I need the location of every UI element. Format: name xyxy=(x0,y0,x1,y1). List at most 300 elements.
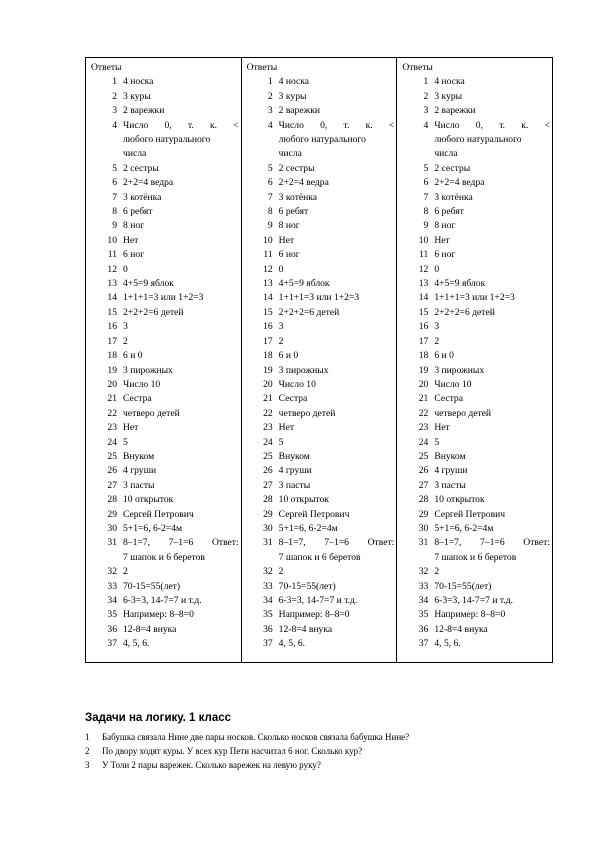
answer-text xyxy=(434,219,552,233)
answer-row xyxy=(246,378,397,392)
answer-text xyxy=(434,450,552,464)
answer-text xyxy=(434,364,552,378)
answer-text xyxy=(279,335,397,349)
answer-line: Нет xyxy=(434,234,450,246)
answer-line: 3 куры xyxy=(278,90,307,102)
answer-line: числа xyxy=(278,148,302,160)
answer-number: 32 xyxy=(418,566,429,578)
answer-text xyxy=(123,565,241,579)
answer-row xyxy=(246,421,397,435)
answer-number: 2 xyxy=(423,90,429,102)
problem-item xyxy=(85,730,545,744)
answer-number: 9 xyxy=(423,220,429,232)
answer-text xyxy=(123,594,241,608)
answer-row xyxy=(246,580,397,594)
answer-row xyxy=(401,277,552,291)
answer-number: 18 xyxy=(263,350,273,362)
answer-row xyxy=(90,407,241,421)
answer-number: 12 xyxy=(107,263,117,275)
answer-text xyxy=(279,320,397,334)
answer-row xyxy=(246,608,397,622)
answer-row xyxy=(90,536,241,565)
answer-text xyxy=(434,436,552,450)
answer-line: 1+1+1=3 или 1+2=3 xyxy=(434,292,515,304)
answers-column xyxy=(396,58,552,662)
answer-row xyxy=(401,493,552,507)
answer-row xyxy=(90,104,241,118)
answer-row xyxy=(401,421,552,435)
answer-text xyxy=(434,407,552,421)
answer-text xyxy=(434,479,552,493)
answer-row xyxy=(401,623,552,637)
answer-number: 20 xyxy=(418,378,429,390)
answers-column xyxy=(241,58,397,662)
answer-line: 12-8=4 внука xyxy=(123,623,177,635)
answer-text xyxy=(123,291,241,305)
answer-row xyxy=(401,508,552,522)
answer-line: 4 груши xyxy=(123,465,157,477)
answer-number: 1 xyxy=(423,76,429,88)
answer-number: 36 xyxy=(263,623,273,635)
answer-number: 19 xyxy=(418,364,429,376)
answer-text xyxy=(279,364,397,378)
answer-text xyxy=(279,508,397,522)
answer-row xyxy=(401,536,552,565)
answer-text xyxy=(123,522,241,536)
answer-text xyxy=(279,234,397,248)
answer-line: числа xyxy=(123,148,147,160)
answer-number: 4 xyxy=(267,119,273,131)
answer-line: Нет xyxy=(278,234,295,246)
answer-row xyxy=(401,522,552,536)
answer-line: 10 открыток xyxy=(434,494,485,506)
answer-row xyxy=(246,162,397,176)
answer-line: 4 носка xyxy=(123,76,154,88)
answer-number: 16 xyxy=(263,321,273,333)
answer-line: 4, 5, 6. xyxy=(123,638,150,650)
answer-row xyxy=(401,364,552,378)
answer-text xyxy=(123,378,241,392)
answer-line: 3 xyxy=(123,321,128,333)
answer-number: 18 xyxy=(107,350,117,362)
answer-row xyxy=(90,75,241,89)
answer-text xyxy=(279,623,397,637)
answer-row xyxy=(246,594,397,608)
answer-text xyxy=(434,248,552,262)
answer-line: 3 пирожных xyxy=(434,364,485,376)
answer-text xyxy=(279,594,397,608)
answer-row xyxy=(246,205,397,219)
answer-line: 7 шапок и 6 беретов xyxy=(434,551,517,563)
answer-line: 2 сестры xyxy=(434,162,471,174)
answer-number: 10 xyxy=(418,234,429,246)
answer-number: 23 xyxy=(263,422,273,434)
answer-text xyxy=(434,392,552,406)
answer-line: 10 открыток xyxy=(123,494,174,506)
answer-row xyxy=(246,436,397,450)
answer-line: 4, 5, 6. xyxy=(434,638,461,650)
answer-line: 8 ног xyxy=(434,220,456,232)
answer-text xyxy=(434,349,552,363)
answer-number: 3 xyxy=(267,105,273,117)
answer-line: 7 шапок и 6 беретов xyxy=(123,551,205,563)
answer-row xyxy=(90,119,241,162)
answer-text xyxy=(279,421,397,435)
answer-row xyxy=(246,234,397,248)
column-title: Ответы xyxy=(246,62,278,73)
answer-line: Например: 8–8=0 xyxy=(123,609,194,621)
answer-line: 5 xyxy=(434,436,440,448)
answer-line: четверо детей xyxy=(278,407,336,419)
answer-line: 4+5=9 яблок xyxy=(123,278,174,290)
answer-text xyxy=(123,493,241,507)
answer-text xyxy=(123,176,241,190)
answer-row xyxy=(401,392,552,406)
answer-text xyxy=(279,306,397,320)
answer-line: 2 варежки xyxy=(434,105,476,117)
answer-number: 4 xyxy=(423,119,429,131)
answer-row xyxy=(401,234,552,248)
answer-text xyxy=(123,320,241,334)
answer-text xyxy=(434,90,552,104)
answer-text xyxy=(123,436,241,450)
answer-number: 26 xyxy=(418,465,429,477)
answer-text xyxy=(123,479,241,493)
answer-text xyxy=(279,522,397,536)
answer-line: 2+2+2=6 детей xyxy=(434,306,495,318)
answer-line: 4+5=9 яблок xyxy=(278,278,330,290)
answer-number: 3 xyxy=(423,105,429,117)
answer-line: 12-8=4 внука xyxy=(434,623,488,635)
answer-text xyxy=(434,580,552,594)
answer-number: 31 xyxy=(418,537,429,549)
answer-text xyxy=(123,580,241,594)
answer-line: 2 xyxy=(434,335,440,347)
answer-number: 6 xyxy=(423,177,429,189)
answer-row xyxy=(90,594,241,608)
problem-number: 2 xyxy=(85,746,90,756)
answer-row xyxy=(90,176,241,190)
answer-row xyxy=(246,407,397,421)
answer-line: 3 котёнка xyxy=(434,191,473,203)
answer-line: 70-15=55(лет) xyxy=(434,580,492,592)
answer-line: 6 ног xyxy=(123,249,145,261)
answer-number: 19 xyxy=(263,364,273,376)
answer-text xyxy=(123,219,241,233)
answer-row xyxy=(90,320,241,334)
answer-row xyxy=(246,508,397,522)
answer-row xyxy=(401,335,552,349)
answer-row xyxy=(246,75,397,89)
answer-text xyxy=(279,205,397,219)
answer-number: 10 xyxy=(107,234,117,246)
answer-number: 9 xyxy=(267,220,273,232)
answer-line: Сестра xyxy=(434,393,463,405)
answer-row xyxy=(90,378,241,392)
answer-line: 3 котёнка xyxy=(123,191,162,203)
answer-number: 21 xyxy=(263,393,273,405)
answer-line: 2+2=4 ведра xyxy=(434,177,485,189)
answer-number: 7 xyxy=(267,191,273,203)
answer-text xyxy=(123,277,241,291)
answer-row xyxy=(246,191,397,205)
answer-number: 34 xyxy=(418,595,429,607)
answer-text xyxy=(279,493,397,507)
answer-row xyxy=(401,479,552,493)
answer-line: 0 xyxy=(123,263,128,275)
problem-item xyxy=(85,758,545,772)
answer-text xyxy=(279,450,397,464)
problems-heading: Задачи на логику. 1 класс xyxy=(85,712,232,724)
answer-line: 4 носка xyxy=(278,76,310,88)
answer-number: 25 xyxy=(418,450,429,462)
answer-row xyxy=(90,263,241,277)
answer-number: 13 xyxy=(418,278,429,290)
answer-line: 2 xyxy=(434,566,440,578)
answer-line: 5+1=6, 6-2=4м xyxy=(123,522,183,534)
answers-table xyxy=(85,57,553,663)
answer-number: 1 xyxy=(267,76,273,88)
answer-row xyxy=(90,162,241,176)
answer-number: 17 xyxy=(418,335,429,347)
answer-text xyxy=(434,75,552,89)
answer-number: 13 xyxy=(263,278,273,290)
answer-text xyxy=(434,637,552,651)
answer-text xyxy=(279,407,397,421)
answer-number: 36 xyxy=(107,623,117,635)
answer-line: 6 ног xyxy=(278,249,300,261)
answer-line: 3 куры xyxy=(123,90,151,102)
answer-row xyxy=(246,450,397,464)
answer-line: 3 пирожных xyxy=(278,364,329,376)
answer-line: Внуком xyxy=(123,450,155,462)
answer-number: 20 xyxy=(263,378,273,390)
problem-item xyxy=(85,744,545,758)
answer-number: 11 xyxy=(263,249,273,261)
problem-text: У Толи 2 пары варежек. Сколько варежек на левую руку? xyxy=(102,760,321,770)
answer-number: 16 xyxy=(418,321,429,333)
answer-line: Сергей Петрович xyxy=(123,508,194,520)
answer-text xyxy=(434,421,552,435)
answer-number: 29 xyxy=(263,508,273,520)
answer-line: Нет xyxy=(278,422,295,434)
answer-number: 27 xyxy=(418,479,429,491)
answer-row xyxy=(90,436,241,450)
answer-number: 8 xyxy=(423,206,429,218)
answer-row xyxy=(90,191,241,205)
answer-text xyxy=(434,493,552,507)
answer-number: 14 xyxy=(107,292,117,304)
answer-number: 30 xyxy=(418,522,429,534)
answer-number: 28 xyxy=(418,494,429,506)
answer-line: 0 xyxy=(434,263,440,275)
answer-row xyxy=(401,205,552,219)
answer-number: 37 xyxy=(263,638,273,650)
answer-number: 23 xyxy=(418,422,429,434)
answer-number: 5 xyxy=(423,162,429,174)
answer-text xyxy=(123,248,241,262)
answer-line: 4 носка xyxy=(434,76,465,88)
answer-number: 25 xyxy=(107,450,117,462)
answer-row xyxy=(90,349,241,363)
answer-row xyxy=(90,364,241,378)
answer-row xyxy=(90,421,241,435)
answer-row xyxy=(246,119,397,162)
answer-number: 16 xyxy=(107,321,117,333)
answer-row xyxy=(246,263,397,277)
answer-row xyxy=(90,522,241,536)
answer-line: 2 xyxy=(278,566,284,578)
answer-text xyxy=(279,378,397,392)
answer-text xyxy=(279,248,397,262)
answer-row xyxy=(246,623,397,637)
answer-number: 17 xyxy=(107,335,117,347)
answer-line: Число 10 xyxy=(278,378,316,390)
answer-line: 2 сестры xyxy=(278,162,315,174)
column-title: Ответы xyxy=(91,62,122,73)
answer-row xyxy=(90,565,241,579)
answer-text xyxy=(123,306,241,320)
answer-row xyxy=(401,119,552,162)
answer-text xyxy=(434,335,552,349)
answer-row xyxy=(401,291,552,305)
answer-line: 1+1+1=3 или 1+2=3 xyxy=(278,292,360,304)
answer-text xyxy=(279,580,397,594)
answer-row xyxy=(246,306,397,320)
answer-text xyxy=(279,219,397,233)
answer-line: 6 и 0 xyxy=(123,350,143,362)
answer-number: 22 xyxy=(418,407,429,419)
answers-column xyxy=(86,58,241,662)
answer-number: 30 xyxy=(263,522,273,534)
answer-row xyxy=(246,536,397,565)
answer-row xyxy=(246,248,397,262)
answer-line: Число 0, т. к. < xyxy=(278,119,395,131)
answer-line: Сестра xyxy=(278,393,308,405)
problems-list xyxy=(85,730,545,772)
answer-number: 9 xyxy=(112,220,117,232)
answer-line: четверо детей xyxy=(434,407,492,419)
answer-line: 4+5=9 яблок xyxy=(434,278,486,290)
answer-line: 2 сестры xyxy=(123,162,159,174)
answer-line: 4 груши xyxy=(278,465,312,477)
answer-number: 32 xyxy=(263,566,273,578)
answer-number: 33 xyxy=(263,580,273,592)
answer-text xyxy=(279,191,397,205)
answer-number: 27 xyxy=(263,479,273,491)
answer-text xyxy=(123,162,241,176)
answer-line: 8–1=7, 7–1=6 Ответ: xyxy=(123,537,239,549)
answer-row xyxy=(246,364,397,378)
answer-text xyxy=(279,75,397,89)
answer-text xyxy=(123,623,241,637)
answer-row xyxy=(401,191,552,205)
answer-text xyxy=(434,608,552,622)
answer-number: 23 xyxy=(107,422,117,434)
answer-row xyxy=(246,277,397,291)
answer-number: 21 xyxy=(418,393,429,405)
answer-text xyxy=(123,421,241,435)
answer-text xyxy=(123,205,241,219)
answer-number: 29 xyxy=(418,508,429,520)
answer-line: числа xyxy=(434,148,458,160)
answer-line: 6 и 0 xyxy=(278,350,299,362)
answer-line: Внуком xyxy=(278,450,310,462)
answer-line: 3 пасты xyxy=(278,479,311,491)
answer-text xyxy=(434,234,552,248)
answer-row xyxy=(401,219,552,233)
answer-number: 27 xyxy=(107,479,117,491)
answer-number: 28 xyxy=(263,494,273,506)
answer-number: 19 xyxy=(107,364,117,376)
answer-row xyxy=(401,407,552,421)
answer-row xyxy=(401,565,552,579)
answer-text xyxy=(434,565,552,579)
answer-line: Например: 8–8=0 xyxy=(434,609,506,621)
answer-line: 5 xyxy=(278,436,284,448)
answer-number: 8 xyxy=(267,206,273,218)
answer-row xyxy=(246,349,397,363)
answer-text xyxy=(279,392,397,406)
answer-number: 24 xyxy=(107,436,117,448)
answer-text xyxy=(434,104,552,118)
answer-number: 17 xyxy=(263,335,273,347)
answer-row xyxy=(246,320,397,334)
problem-number: 3 xyxy=(85,760,90,770)
answer-number: 35 xyxy=(107,609,117,621)
problem-number: 1 xyxy=(85,732,90,742)
answer-line: 3 пирожных xyxy=(123,364,173,376)
answer-line: Сергей Петрович xyxy=(434,508,506,520)
answer-text xyxy=(123,263,241,277)
answer-text xyxy=(279,176,397,190)
answer-line: 3 пасты xyxy=(123,479,155,491)
answer-line: Число 0, т. к. < xyxy=(434,119,550,131)
answer-number: 5 xyxy=(267,162,273,174)
answer-line: Внуком xyxy=(434,450,466,462)
answer-row xyxy=(401,594,552,608)
answer-row xyxy=(401,608,552,622)
answer-row xyxy=(246,464,397,478)
answer-number: 33 xyxy=(418,580,429,592)
answer-line: 6 и 0 xyxy=(434,350,454,362)
answer-line: Число 10 xyxy=(123,378,161,390)
problem-text: Бабушка связала Нине две пары носков. Сколько носков связала бабушка Нине? xyxy=(102,732,410,742)
answer-number: 35 xyxy=(263,609,273,621)
answer-row xyxy=(90,580,241,594)
answer-row xyxy=(90,392,241,406)
answer-row xyxy=(246,90,397,104)
answer-number: 22 xyxy=(107,407,117,419)
answer-line: любого натурального xyxy=(123,134,211,146)
answer-row xyxy=(90,205,241,219)
answer-line: 6-3=3, 14-7=7 и т.д. xyxy=(123,595,202,607)
answer-number: 10 xyxy=(263,234,273,246)
answer-text xyxy=(434,191,552,205)
answer-text xyxy=(279,263,397,277)
answer-row xyxy=(246,392,397,406)
answer-line: 6-3=3, 14-7=7 и т.д. xyxy=(434,595,514,607)
answer-row xyxy=(90,306,241,320)
answer-text xyxy=(434,522,552,536)
answer-row xyxy=(90,479,241,493)
answer-line: 3 xyxy=(278,321,284,333)
answer-text xyxy=(434,536,552,565)
answer-number: 8 xyxy=(112,206,117,218)
answer-text xyxy=(434,508,552,522)
answer-row xyxy=(246,565,397,579)
answer-row xyxy=(90,291,241,305)
